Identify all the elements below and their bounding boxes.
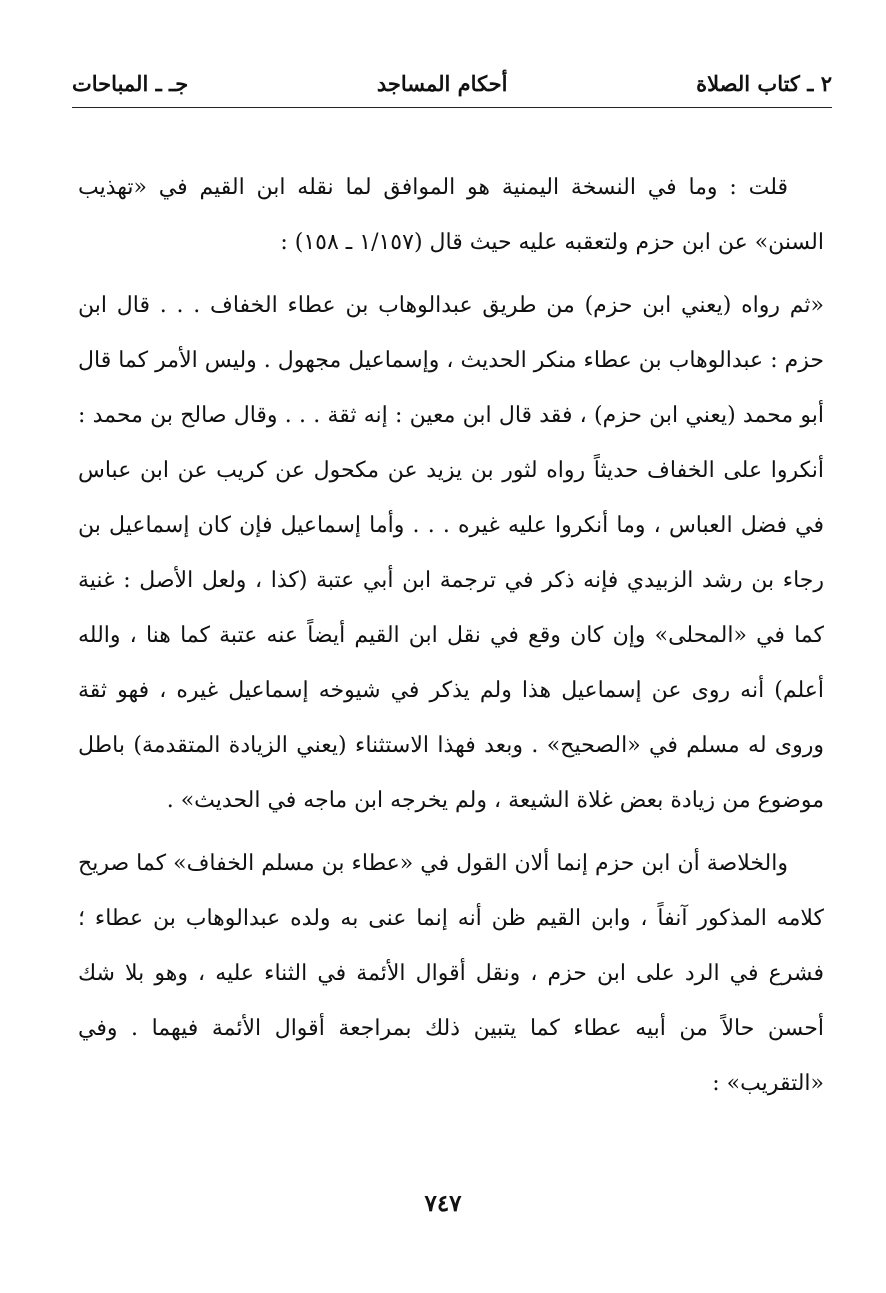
paragraph-intro: قلت : وما في النسخة اليمنية هو الموافق لما نقله ابن القيم في «تهذيب السنن» عن ابن حزم ولتعقبه عليه حيث قال (١/١٥٧ ـ ١٥٨) : xyxy=(78,175,824,255)
running-header xyxy=(72,60,832,106)
header-rule xyxy=(72,107,832,108)
paragraph-conclusion: والخلاصة أن ابن حزم إنما ألان القول في «عطاء بن مسلم الخفاف» كما صريح كلامه المذكور آنفاً ، وابن القيم ظن أنه إنما عنى به ولده عبدالوهاب بن عطاء ؛ فشرع في الرد على ابن حزم ، ونقل أقوال الأئمة في الثناء عليه ، وهو بلا شك أحسن حالاً من أبيه عطاء كما يتبين ذلك بمراجعة أقوال الأئمة فيهما . وفي «التقريب» : xyxy=(78,851,824,1096)
page-number: ٧٤٧ xyxy=(424,1190,462,1217)
header-section: أحكام المساجد xyxy=(376,70,508,96)
paragraph-quotation: «ثم رواه (يعني ابن حزم) من طريق عبدالوهاب بن عطاء الخفاف . . . قال ابن حزم : عبدالوهاب بن عطاء منكر الحديث ، وإسماعيل مجهول . وليس الأمر كما قال أبو محمد (يعني ابن حزم) ، فقد قال ابن معين : إنه ثقة . . . وقال صالح بن محمد : أنكروا على الخفاف حديثاً رواه لثور بن يزيد عن مكحول عن كريب عن ابن عباس في فضل العباس ، وما أنكروا عليه غيره . . . وأما إسماعيل فإن كان إسماعيل بن رجاء بن رشد الزبيدي فإنه ذكر في ترجمة ابن أبي عتبة (كذا ، ولعل الأصل : غنية كما في «المحلى» وإن كان وقع في نقل ابن القيم أيضاً عنه عتبة كما هنا ، والله أعلم) أنه روى عن إسماعيل هذا ولم يذكر في شيوخه إسماعيل غيره ، فهو ثقة وروى له مسلم في «الصحيح» . وبعد فهذا الاستثناء (يعني الزيادة المتقدمة) باطل موضوع من زيادة بعض غلاة الشيعة ، ولم يخرجه ابن ماجه في الحديث» . xyxy=(78,293,824,813)
header-chapter: ٢ ـ كتاب الصلاة xyxy=(696,70,832,96)
body-text xyxy=(78,160,824,1119)
header-subsection: جـ ـ المباحات xyxy=(72,70,189,96)
